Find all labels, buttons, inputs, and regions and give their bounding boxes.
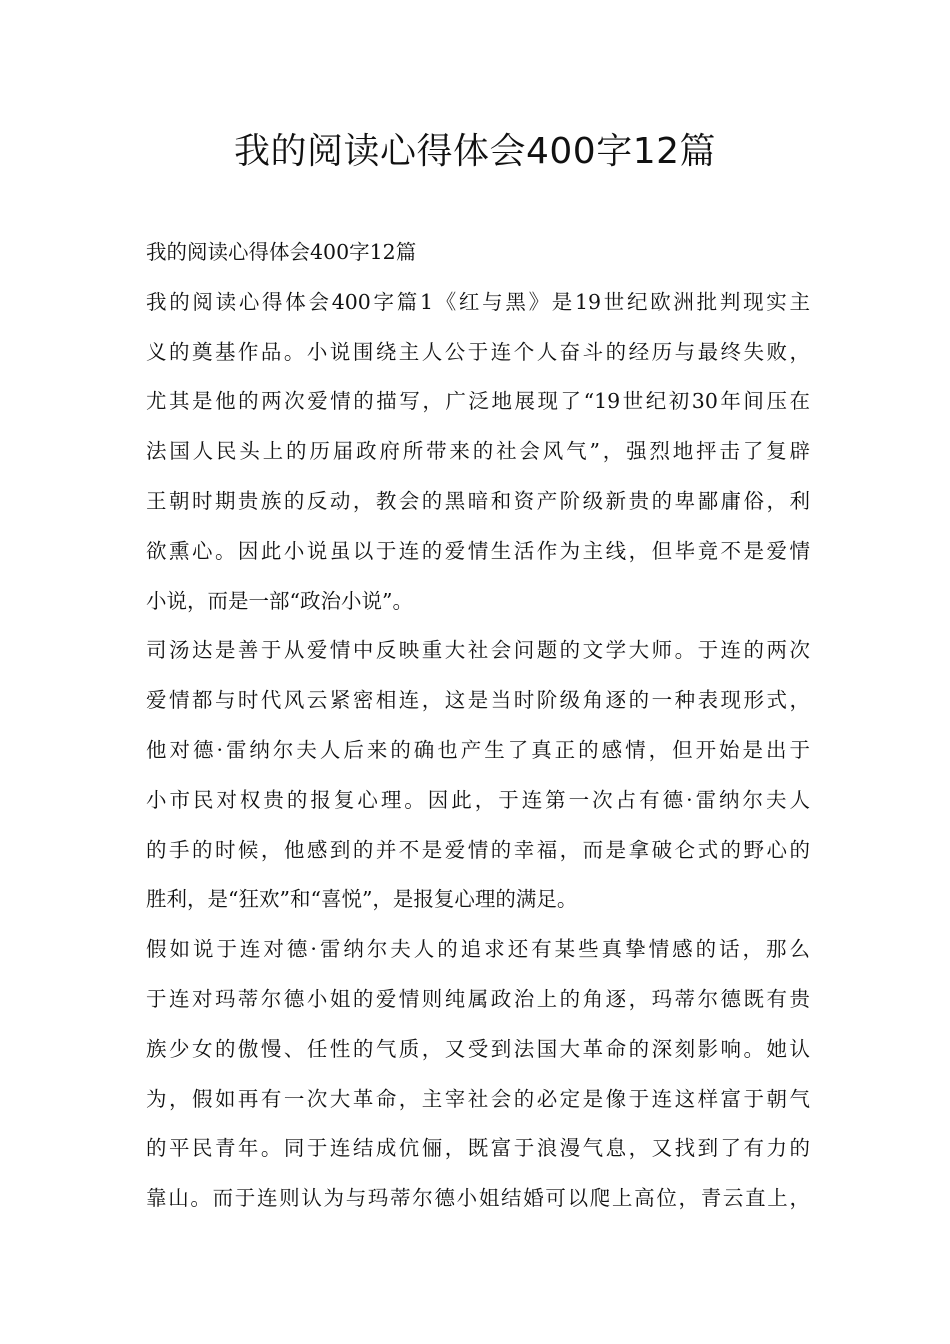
- text-line: 的手的时候，他感到的并不是爱情的幸福，而是拿破仑式的野心的: [146, 837, 810, 862]
- text-line: 欲熏心。因此小说虽以于连的爱情生活作为主线，但毕竟不是爱情: [146, 538, 810, 563]
- text-line: 假如说于连对德·雷纳尔夫人的追求还有某些真挚情感的话，那么: [146, 937, 810, 962]
- text-line: 爱情都与时代风云紧密相连，这是当时阶级角逐的一种表现形式，: [146, 688, 810, 713]
- text-line: 胜利，是“狂欢”和“喜悦”，是报复心理的满足。: [146, 887, 578, 912]
- text-line: 义的奠基作品。小说围绕主人公于连个人奋斗的经历与最终失败，: [146, 339, 810, 364]
- text-line: 小市民对权贵的报复心理。因此，于连第一次占有德·雷纳尔夫人: [146, 787, 810, 812]
- text-line: 我的阅读心得体会400字篇1《红与黑》是19世纪欧洲批判现实主: [146, 289, 810, 314]
- text-line: 族少女的傲慢、任性的气质，又受到法国大革命的深刻影响。她认: [146, 1036, 810, 1061]
- text-line: 的平民青年。同于连结成伉俪，既富于浪漫气息，又找到了有力的: [146, 1136, 810, 1161]
- text-line: 靠山。而于连则认为与玛蒂尔德小姐结婚可以爬上高位，青云直上，: [146, 1186, 810, 1211]
- document-title: 我的阅读心得体会400字12篇: [233, 131, 717, 172]
- text-line: 小说，而是一部“政治小说”。: [146, 588, 413, 613]
- text-line: 于连对玛蒂尔德小姐的爱情则纯属政治上的角逐，玛蒂尔德既有贵: [146, 986, 810, 1011]
- text-line: 法国人民头上的历届政府所带来的社会风气”，强烈地抨击了复辟: [146, 439, 810, 464]
- text-line: 为，假如再有一次大革命，主宰社会的必定是像于连这样富于朝气: [146, 1086, 810, 1111]
- text-line: 尤其是他的两次爱情的描写，广泛地展现了“19世纪初30年间压在: [146, 389, 810, 414]
- text-line: 王朝时期贵族的反动，教会的黑暗和资产阶级新贵的卑鄙庸俗，利: [146, 488, 810, 513]
- subtitle-line: 我的阅读心得体会400字12篇: [146, 240, 417, 264]
- text-line: 他对德·雷纳尔夫人后来的确也产生了真正的感情，但开始是出于: [146, 737, 810, 762]
- text-line: 司汤达是善于从爱情中反映重大社会问题的文学大师。于连的两次: [146, 638, 810, 663]
- document-body: [146, 228, 810, 1224]
